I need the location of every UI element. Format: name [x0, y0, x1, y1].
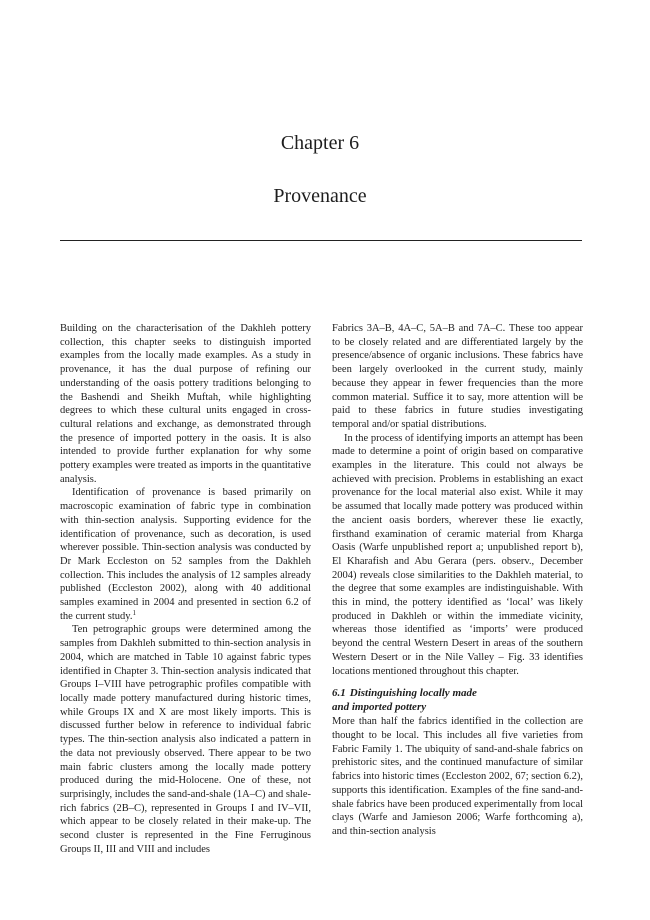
section-title-line1: Distinguishing locally made	[349, 687, 477, 700]
section-title-line2: and imported pottery	[332, 701, 427, 714]
section-heading	[332, 686, 583, 714]
paragraph: More than half the fabrics identified in the collection are thought to be local. This includes all five varieties from Fabric Family 1. The ubiquity of sand-and-shale fabrics on prehistoric sites, and the continued manufacture of similar fabrics into historic times (Eccleston 2002, 67; section 6.2), supports this identification. Examples of the fine sand-and-shale fabrics have been produced experimentally from local clays (Warfe and Jamieson 2006; Warfe forthcoming a), and thin-section analysis	[332, 716, 584, 837]
chapter-title: Provenance	[273, 185, 367, 207]
footnote-marker[interactable]: 1	[132, 608, 137, 617]
right-column	[332, 322, 583, 839]
section-number: 6.1	[332, 687, 346, 700]
paragraph: In the process of identifying imports an attempt has been made to determine a point of origin based on comparative examples in the literature. This could not always be achieved with precision. Problems in establishing an exact provenance for the local material also exist. While it may be assumed that locally made pottery was produced within the ancient oasis borders, wherever these lie exactly, firsthand examination of ceramic material from Kharga Oasis (Warfe unpublished report a; unpublished report b), El Kharafish and Abu Gerara (pers. observ., December 2004) reveals close similarities to the Dakhleh material, to the degree that some examples are indistinguishable. With this in mind, the pottery identified as ‘local’ was likely produced in Dakhleh or within the immediate vicinity, whereas those identified as ‘imports’ were produced beyond the central Western Desert in areas of the southern Western Desert or in the Nile Valley – Fig. 33 identifies locations mentioned throughout this chapter.	[332, 432, 583, 677]
paragraph: Ten petrographic groups were determined among the samples from Dakhleh submitted to thin-section analysis in 2004, which are matched in Table 10 against fabric types identified in Chapter 3. Thin-section analysis indicated that Groups I–VIII have petrographic profiles compatible with locally made pottery manufactured during historic times, while Groups IX and X are most likely imports. This is discussed further below in reference to individual fabric types. The thin-section analysis also indicated a pattern in the data not previously observed. There appear to be two main fabric clusters among the locally made pottery produced during the mid-Holocene. One of these, not surprisingly, includes the sand-and-shale (1A–C) and shale-rich fabrics (2B–C), represented in Groups I and IV–VII, which appear to be closely related in their make-up. The second cluster is represented in the Fine Ferruginous Groups II, III and VIII and includes	[60, 624, 311, 855]
paragraph-text: Identification of provenance is based primarily on macroscopic examination of fabric type in combination with thin-section analysis. Supporting evidence for the identification of provenance, such as decoration, is used wherever possible. Thin-section analysis was conducted by Dr Mark Eccleston on 52 samples from the Dakhleh collection. This includes the analysis of 12 samples already published (Eccleston 2002), along with 40 additional samples examined in 2004 and presented in section 6.2 of the current study.	[60, 487, 311, 622]
left-column	[60, 322, 311, 856]
chapter-number: Chapter 6	[280, 132, 360, 154]
paragraph: Fabrics 3A–B, 4A–C, 5A–B and 7A–C. These too appear to be closely related and are differentiated largely by the presence/absence of organic inclusions. These fabrics have been largely overlooked in the current study, mainly because they appear in fewer frequencies than the more common material. Suffice it to say, more attention will be paid to these fabrics in future studies investigating temporal and/or spatial distributions.	[332, 323, 583, 430]
paragraph: Building on the characterisation of the Dakhleh pottery collection, this chapter seeks to distinguish imported examples from the locally made examples. As a study in provenance, it has the dual purpose of refining our understanding of the oasis pottery traditions belonging to the Bashendi and Sheikh Muftah, while highlighting degrees to which these cultural units engaged in cross-cultural relations and exchange, as demonstrated through the presence of imported pottery in the oasis. It is also intended to provide further explanation for why some pottery examples were treated as imports in the quantitative analysis.	[60, 323, 311, 485]
header-divider	[60, 240, 582, 241]
paragraph	[60, 486, 311, 623]
